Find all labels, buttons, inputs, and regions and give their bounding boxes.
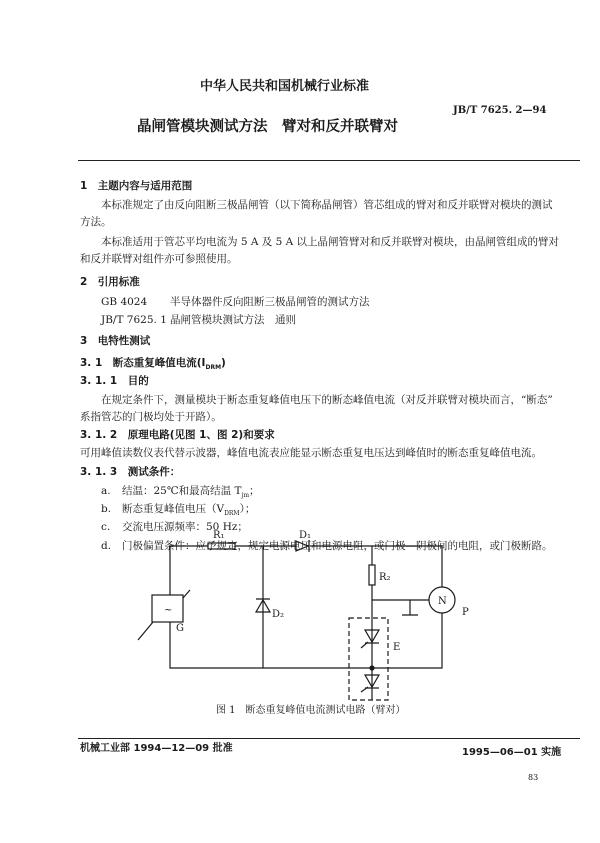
resistor-r1 [208,543,235,549]
section-2-heading: 2 引用标准 [80,276,140,288]
standard-code: JB/T 7625. 2—94 [453,105,547,116]
issuing-org: 中华人民共和国机械行业标准 [200,79,370,94]
label-n: N [438,596,447,607]
label-r1: R₁ [213,530,225,541]
condition-item: d. 门极偏置条件：应予规定，规定电源电压和电源电阻，或门极—阴极间的电阻，或门极断路。 [101,540,553,552]
paragraph: 本标准规定了由反向阻断三极晶闸管（以下简称晶闸管）管芯组成的臂对和反并联臂对模块的测试 [101,199,553,211]
effective-date: 1995—06—01 实施 [462,747,562,758]
condition-item: a. 结温：25℃和最高结温 $T_{jm}$； [101,485,260,500]
paragraph: 可用峰值读数仪表代替示波器，峰值电流表应能显示断态重复电压达到峰值时的断态重复峰值电流。 [80,447,542,459]
thyristor-lower [361,675,379,692]
reference-code: JB/T 7625. 1 [101,314,167,326]
approval-date: 机械工业部 1994—12—09 批准 [80,743,233,754]
section-3-heading: 3 电特性测试 [80,335,151,347]
page-number: 83 [528,773,539,782]
reference-title: 半导体器件反向阻断三极晶闸管的测试方法 [170,296,370,308]
wires [170,546,442,700]
thyristor-upper [361,630,379,648]
section-3-1-heading: 3. 1 断态重复峰值电流$(I_{DRM})$ [80,357,226,372]
source-symbol: ~ [164,605,173,616]
paragraph: 和反并联臂对组件亦可参照使用。 [80,253,238,265]
label-e: E [393,642,401,653]
label-r2: R₂ [379,572,391,583]
section-3-1-3-heading: 3. 1. 3 测试条件： [80,466,181,478]
document-title: 晶闸管模块测试方法 臂对和反并联臂对 [137,119,398,135]
paragraph: 本标准适用于管芯平均电流为 5 A 及 5 A 以上晶闸管臂对和反并联臂对模块，由晶闸管组成的臂对 [101,236,560,248]
reference-title: 晶闸管模块测试方法 通则 [170,314,296,326]
footer-rule [78,738,580,739]
section-3-1-1-heading: 3. 1. 1 目的 [80,375,149,387]
diode-d1 [296,540,309,552]
paragraph: 系指管芯的门极均处于开路）。 [80,411,222,423]
figure-caption: 图 1 断态重复峰值电流测试电路（臂对） [216,705,406,716]
resistor-r2 [369,565,375,585]
paragraph: 在规定条件下，测量模块于断态重复峰值电压下的断态峰值电流（对反并联臂对模块而言，“断态” [101,394,553,406]
condition-item: c. 交流电压源频率：50 Hz； [101,521,248,533]
section-3-1-2-heading: 3. 1. 2 原理电路(见图 1、图 2)和要求 [80,429,275,441]
paragraph: 方法。 [80,216,112,228]
label-g: G [176,623,184,634]
reference-code: GB 4024 [101,296,148,308]
condition-item: b. 断态重复峰值电压$(V_{DRM})$； [101,503,256,518]
label-p: P [462,607,469,618]
junction-dot [370,666,374,670]
label-d2: D₂ [272,609,285,620]
section-1-heading: 1 主题内容与适用范围 [80,180,193,192]
label-d1: D₁ [299,530,312,541]
